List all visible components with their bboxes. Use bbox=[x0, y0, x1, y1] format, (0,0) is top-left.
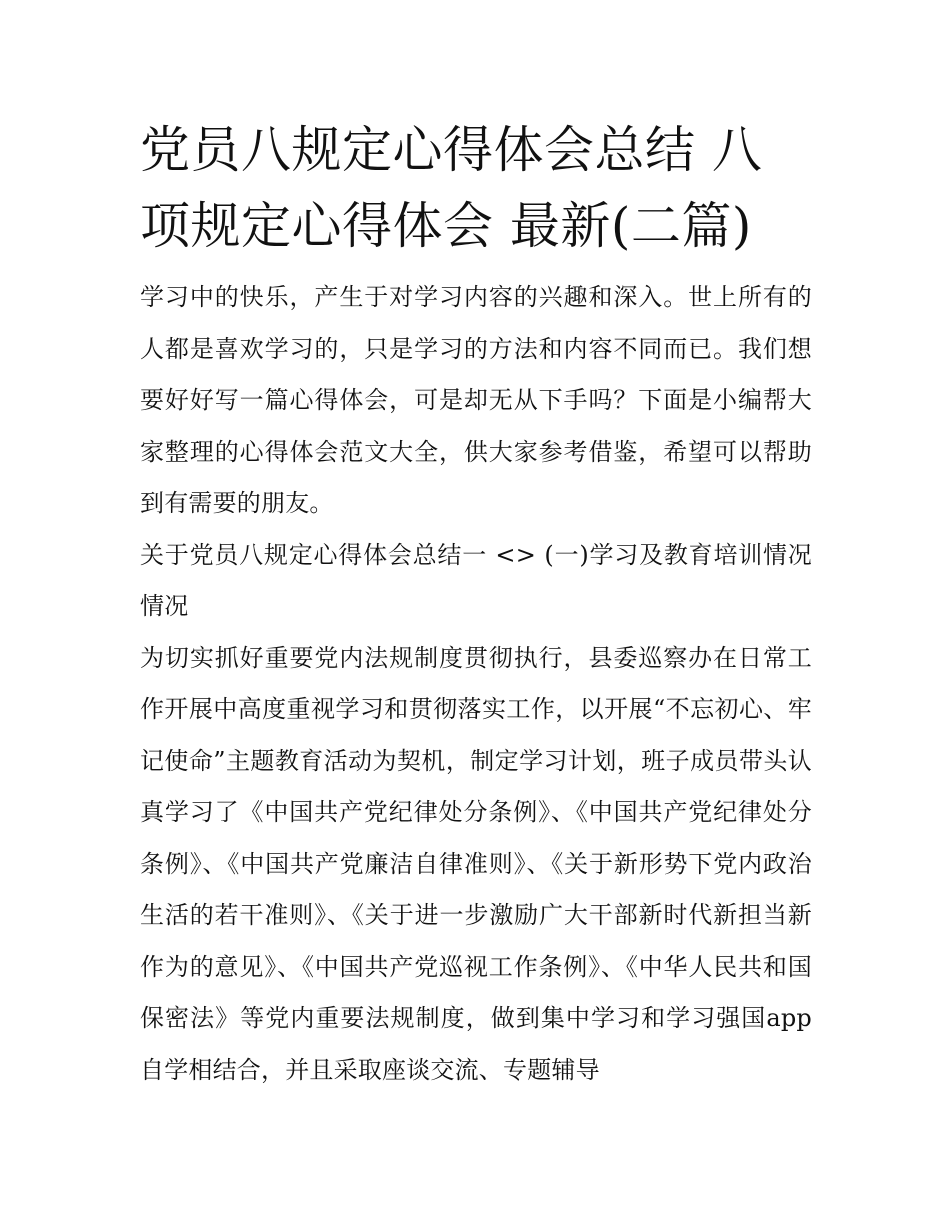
document-page bbox=[140, 112, 812, 1096]
section-heading: 关于党员八规定心得体会总结一 <> (一)学习及教育培训情况情况 bbox=[140, 540, 812, 620]
body-paragraph: 为切实抓好重要党内法规制度贯彻执行，县委巡察办在日常工作开展中高度重视学习和贯彻落实工作，以开展“不忘初心、牢记使命”主题教育活动为契机，制定学习计划，班子成员带头认真学习了《中国共产党纪律处分条例》、《中国共产党纪律处分条例》、《中国共产党廉洁自律准则》、《关于新形势下党内政治生活的若干准则》、《关于进一步激励广大干部新时代新担当新作为的意见》、《中国共产党巡视工作条例》、《中华人民共和国保密法》等党内重要法规制度，做到集中学习和学习强国app自学相结合，并且采取座谈交流、专题辅导 bbox=[140, 643, 812, 1084]
document-title: 党员八规定心得体会总结 八项规定心得体会 最新(二篇) bbox=[140, 121, 763, 255]
intro-paragraph: 学习中的快乐，产生于对学习内容的兴趣和深入。世上所有的人都是喜欢学习的，只是学习的方法和内容不同而已。我们想要好好写一篇心得体会，可是却无从下手吗？下面是小编帮大家整理的心得体会范文大全，供大家参考借鉴，希望可以帮助到有需要的朋友。 bbox=[140, 283, 812, 517]
